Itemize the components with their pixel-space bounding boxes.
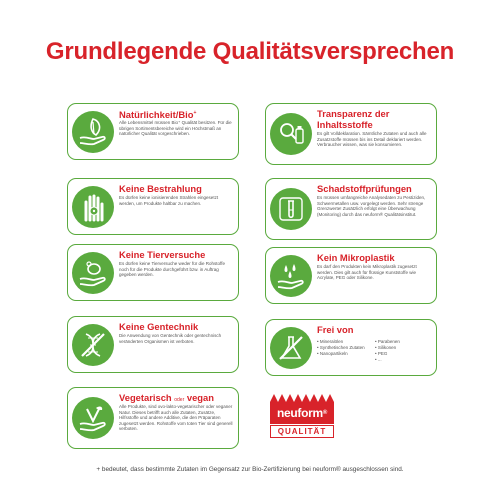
frei-von-lists bbox=[317, 339, 433, 363]
vegan-hand-icon bbox=[72, 397, 114, 439]
magnifier-bottle-icon bbox=[270, 113, 312, 155]
card-keine-gentechnik bbox=[67, 316, 239, 373]
frei-von-list-right bbox=[375, 339, 433, 363]
frei-von-list-left bbox=[317, 339, 375, 363]
page-title: Grundlegende Qualitätsversprechen bbox=[45, 38, 455, 65]
card-text: Alle Lebensmittel müssen Bio⁺ Qualität besitzen. Für die übrigen Sortimentsbereiche wird ein Höchstmaß an natürlicher Qualität vorgeschrieben. bbox=[119, 120, 232, 137]
card-title: Schadstoffprüfungen bbox=[317, 183, 412, 194]
list-item: • Parabenen bbox=[375, 339, 433, 345]
card-keine-tierversuche bbox=[67, 244, 239, 301]
list-item: • Nanopartikeln bbox=[317, 351, 375, 357]
card-text: Es müssen umfangreiche Analysedaten zu Pestiziden, Schwermetallen usw. vorgelegt werden. Sehr strenge Grenzwerte! Zusätzlich erfolgt eine Überwachung (Monitoring) durch das neuform® Qualitätsinstitut. bbox=[317, 195, 426, 217]
list-item: • ... bbox=[375, 357, 433, 363]
card-title: Transparenz der Inhaltsstoffe bbox=[317, 108, 390, 130]
card-title: Natürlichkeit/Bio+ bbox=[119, 109, 197, 121]
list-item: • Synthetischen Zutaten bbox=[317, 345, 375, 351]
card-text: Es dürfen keine ionisierenden Strahlen eingesetzt werden, um Produkte haltbar zu machen. bbox=[119, 195, 219, 206]
card-natuerlichkeit bbox=[67, 103, 239, 160]
card-text: Es dürfen keine Tierversuche weder für die Rohstoffe noch für die Produkte durchgeführt bzw. in Auftrag gegeben werden. bbox=[119, 261, 225, 278]
dna-crossed-icon bbox=[72, 324, 114, 366]
card-transparenz bbox=[265, 103, 437, 165]
card-vegetarisch-vegan bbox=[67, 387, 239, 449]
card-kein-mikroplastik bbox=[265, 247, 437, 304]
test-tube-icon bbox=[270, 188, 312, 230]
card-title: Kein Mikroplastik bbox=[317, 252, 395, 263]
hand-animal-icon bbox=[72, 252, 114, 294]
footnote: + bedeutet, dass bestimmte Zutaten im Gegensatz zur Bio-Zertifizierung bei neuform® ausgeschlossen sind. bbox=[96, 466, 404, 473]
list-item: • Silikonen bbox=[375, 345, 433, 351]
leaf-hand-icon bbox=[72, 111, 114, 153]
hand-radiation-icon bbox=[72, 186, 114, 228]
neuform-logo bbox=[270, 388, 334, 442]
card-title: Frei von bbox=[317, 324, 354, 335]
logo-subtitle: QUALITÄT bbox=[270, 425, 334, 438]
flask-crossed-icon bbox=[270, 327, 312, 369]
list-item: • PEG bbox=[375, 351, 433, 357]
card-frei-von bbox=[265, 319, 437, 376]
card-keine-bestrahlung bbox=[67, 178, 239, 235]
card-text: Die Anwendung von Gentechnik oder gentechnisch veränderten Organismen ist verboten. bbox=[119, 333, 222, 344]
card-text: Es darf den Produkten kein Mikroplastik zugesetzt werden. Dies gilt auch für flüssige Kunststoffe wie Acrylate, PEG oder Silikone. bbox=[317, 264, 417, 281]
logo-brand: neuform® bbox=[270, 402, 334, 424]
card-text: Alle Produkte, sind ovo-lakto-vegetarischer oder veganer Natur. Dieses betrifft auch alle Zutaten, Zusätze, Hilfsstoffe und andere Additive, die den Präparaten zugesetzt werden. Rohstoffe vom toten Tier sind generell verboten. bbox=[119, 404, 233, 432]
logo-zigzag-icon bbox=[270, 388, 334, 402]
card-title: Keine Gentechnik bbox=[119, 321, 199, 332]
list-item: • Mineralölen bbox=[317, 339, 375, 345]
card-title: Keine Tierversuche bbox=[119, 249, 206, 260]
card-title: Keine Bestrahlung bbox=[119, 183, 202, 194]
hand-droplets-icon bbox=[270, 255, 312, 297]
card-title: Vegetarisch oder vegan bbox=[119, 392, 214, 403]
card-text: Es gilt Volldeklaration. Sämtliche Zutaten und auch alle Zusatzstoffe müssen bis ins Detail deklariert werden. Verbraucher wissen, was sie konsumieren. bbox=[317, 131, 427, 148]
card-schadstoffpruefungen bbox=[265, 178, 437, 240]
